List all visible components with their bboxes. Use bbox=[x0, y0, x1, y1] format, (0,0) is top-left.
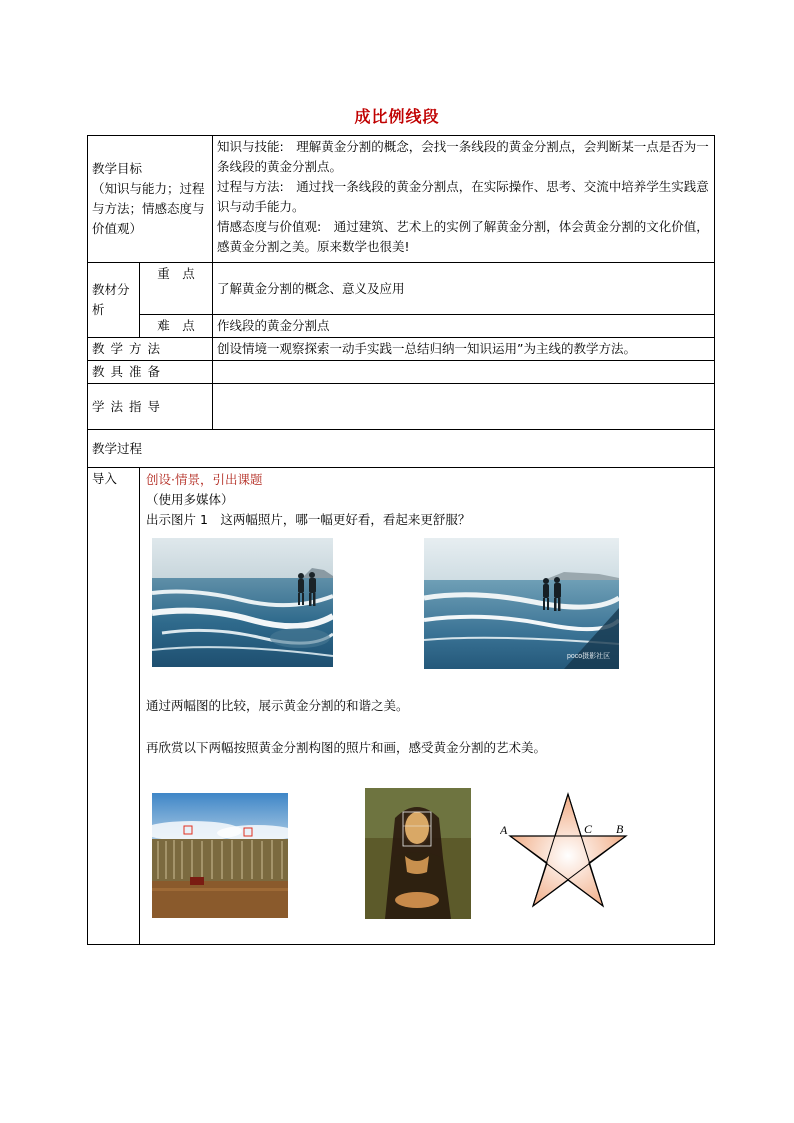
intro-heading: 创设·情景，引出课题 bbox=[146, 472, 263, 487]
star-label-a: A bbox=[500, 823, 508, 837]
lesson-plan-table bbox=[87, 135, 715, 945]
process-header: 教学过程 bbox=[88, 430, 715, 468]
tools-value bbox=[213, 361, 715, 384]
study-value bbox=[213, 384, 715, 430]
method-label: 教学方法 bbox=[88, 338, 213, 361]
difficulty-label: 难 点 bbox=[140, 315, 213, 338]
goals-content-cell bbox=[213, 136, 715, 263]
key-point-label: 重 点 bbox=[140, 263, 213, 315]
star-label-b: B bbox=[616, 822, 624, 836]
beach-photo-2 bbox=[424, 538, 619, 669]
analysis-label: 教材分析 bbox=[88, 263, 140, 338]
photo-watermark: poco摄影社区 bbox=[567, 653, 611, 660]
mona-lisa-image bbox=[365, 788, 471, 919]
goals-sublabel: （知识与能力；过程与方法；情感态度与价值观） bbox=[92, 181, 205, 236]
key-point-value: 了解黄金分割的概念、意义及应用 bbox=[213, 263, 715, 315]
study-label: 学法指导 bbox=[88, 384, 213, 430]
difficulty-value: 作线段的黄金分割点 bbox=[213, 315, 715, 338]
intro-label: 导入 bbox=[88, 468, 140, 945]
goals-label: 教学目标 bbox=[92, 161, 143, 176]
beach-photo-1 bbox=[152, 538, 333, 667]
method-value: 创设情境一观察探索一动手实践一总结归纳一知识运用”为主线的教学方法。 bbox=[213, 338, 715, 361]
pentagram-image bbox=[500, 788, 640, 920]
field-photo bbox=[152, 793, 288, 918]
page-title: 成比例线段 bbox=[354, 107, 440, 126]
intro-content-cell bbox=[140, 468, 715, 945]
intro-compare: 通过两幅图的比较，展示黄金分割的和谐之美。 bbox=[146, 698, 409, 713]
goal-process: 过程与方法: 通过找一条线段的黄金分割点，在实际操作、思考、交流中培养学生实践意识与动手能力。 bbox=[217, 179, 709, 214]
beach-photo-2-image bbox=[424, 538, 619, 669]
intro-show: 出示图片 1 这两幅照片，哪一幅更好看，看起来更舒服？ bbox=[146, 512, 471, 527]
intro-note: （使用多媒体） bbox=[146, 492, 234, 507]
goal-emotion: 情感态度与价值观: 通过建筑、艺术上的实例了解黄金分割，体会黄金分割的文化价值，感黄金分割之美。原来数学也很美! bbox=[217, 219, 709, 254]
mona-lisa-painting bbox=[365, 788, 471, 919]
beach-photo-1-image bbox=[152, 538, 333, 667]
star-label-c: C bbox=[584, 822, 593, 836]
goal-knowledge: 知识与技能: 理解黄金分割的概念，会找一条线段的黄金分割点，会判断某一点是否为一条线段的黄金分割点。 bbox=[217, 139, 709, 174]
star-shape bbox=[510, 794, 626, 906]
field-photo-image bbox=[152, 793, 288, 918]
intro-appreciate: 再欣赏以下两幅按照黄金分割构图的照片和画，感受黄金分割的艺术美。 bbox=[146, 740, 547, 755]
goals-label-cell bbox=[88, 136, 213, 263]
tools-label: 教具准备 bbox=[88, 361, 213, 384]
pentagram-figure bbox=[500, 788, 640, 920]
